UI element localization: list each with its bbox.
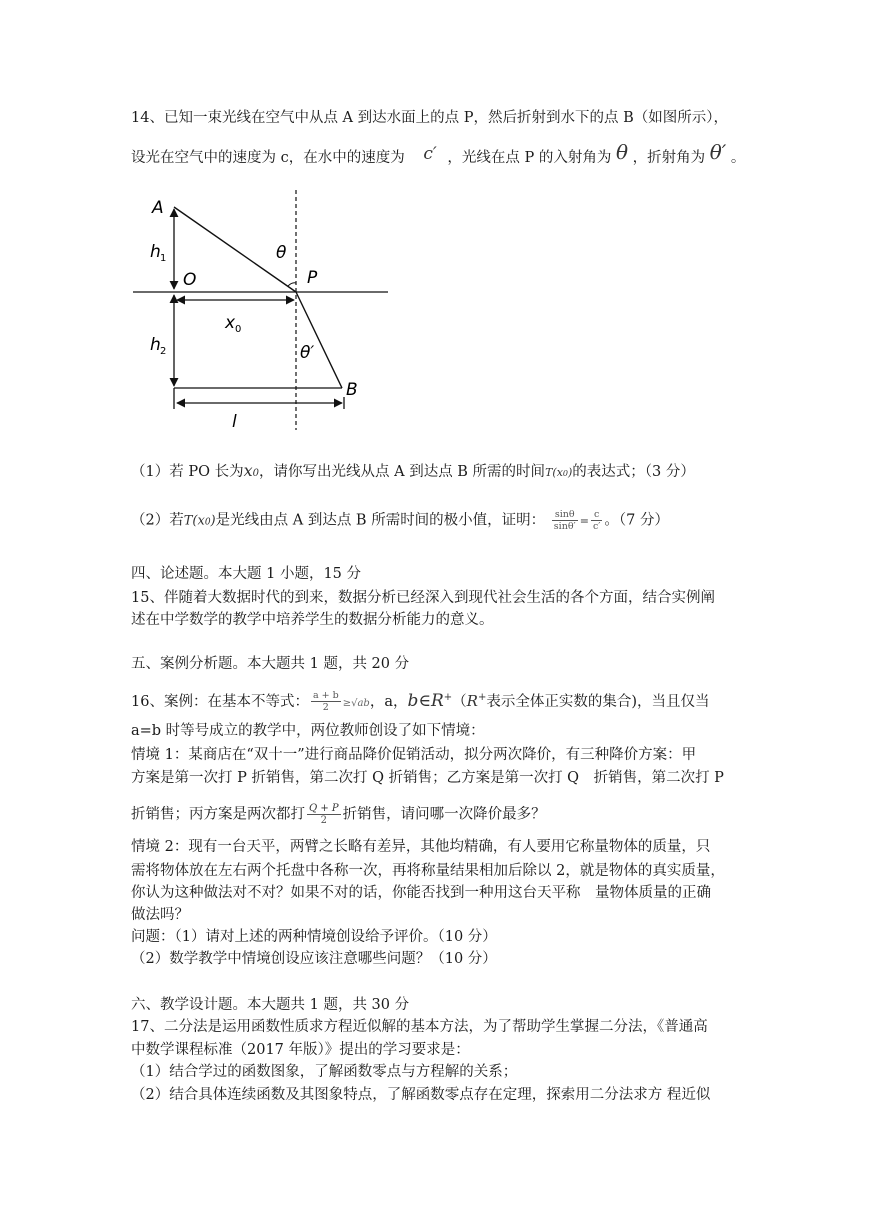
q16-text-d: 表示全体正实数的集合)，当且仅当 [486,693,710,710]
q16-line-9: 做法吗？ [131,907,189,923]
equals-sign: = [579,514,589,528]
sin-ratio-denominator: sinθ′ [553,521,576,532]
x0-subscript: 0 [252,468,259,479]
sin-ratio-fraction [552,509,578,532]
q17-line-1: 17、二分法是运用函数性质求方程近似解的基本方法，为了帮助学生掌握二分法，《普通高 [131,1019,708,1035]
discount-numerator: Q + P [309,803,339,814]
discount-denominator: 2 [320,815,328,826]
section-5-title: 五、案例分析题。本大题共 1 题，共 20 分 [131,656,410,672]
q16-line-8: 你认为这种做法对不对？如果不对的话，你能否找到一种用这台天平称 量物体质量的正确 [131,885,711,901]
refraction-figure [130,190,395,435]
discount-fraction [307,803,341,826]
q14-line-2-text-d: 。 [730,150,746,166]
speed-ratio-denominator: c′ [592,521,601,532]
q16-line-7: 需将物体放在左右两个托盘中各称一次，再将称量结果相加后除以 2，就是物体的真实质量， [131,863,725,879]
label-theta: θ [276,243,287,263]
label-h1: h [150,242,161,262]
R-symbol: R [466,691,478,710]
sub2-text-c: 。（7 分） [604,512,670,529]
q14-line-2-text-b: ，光线在点 P 的入射角为 [447,150,612,166]
label-h1-sub: 1 [160,253,167,264]
x0-symbol: x [243,461,253,480]
label-O: O [183,270,197,290]
q16-question-2: （2）数学教学中情境创设应该注意哪些问题？（10 分） [131,951,497,967]
label-A: A [152,198,164,218]
inequality-rest: ≥√ab [342,697,370,709]
sub1-text-c: 的表达式；（3 分） [572,464,695,480]
section-6-title: 六、教学设计题。本大题共 1 题，共 30 分 [131,997,410,1013]
label-P: P [307,268,318,288]
q15-line-2: 述在中学数学的教学中培养学生的数据分析能力的意义。 [131,612,494,628]
T-symbol: T(x [545,466,563,479]
sub2-text-b: 是光线由点 A 到达点 B 所需时间的极小值，证明： [215,512,546,529]
angle-arc [288,283,296,286]
label-theta-prime: θ′ [300,343,315,363]
sin-ratio-numerator: sinθ [552,509,578,521]
q14-line-1: 14、已知一束光线在空气中从点 A 到达水面上的点 P，然后折射到水下的点 B（如图所示）， [131,110,729,126]
q16-line-1 [131,689,710,713]
sub1-text-b: ，请你写出光线从点 A 到达点 B 所需的时间 [259,464,546,480]
c-prime-symbol: c′ [423,144,437,164]
section-4-title: 四、论述题。本大题 1 小题，15 分 [131,566,362,582]
R-plus: + [477,692,487,703]
b-in-R: b∈R [407,690,444,711]
label-x0: x [225,313,236,333]
T-subscript-2: 0 [204,517,211,528]
inequality-denominator: 2 [322,702,329,714]
q16-question-1: 问题：（1）请对上述的两种情境创设给予评价。（10 分） [131,929,497,945]
T-symbol-2: T(x [183,513,205,529]
inequality-numerator: a + b [312,690,339,702]
q16-text-b: ，a， [369,693,408,710]
q17-line-3: （1）结合学过的函数图象，了解函数零点与方程解的关系； [131,1064,518,1080]
theta-symbol: θ [615,140,628,164]
label-B: B [346,380,358,400]
T-close-2: ) [210,513,216,529]
speed-ratio-fraction [591,509,602,532]
T-close: ) [568,466,573,479]
q14-line-2-text-c: ，折射角为 [632,150,706,166]
q14-line-2 [131,140,746,167]
refracted-ray [296,292,342,388]
sub1-text-a: （1）若 PO 长为 [131,464,244,480]
q16-line-5 [131,803,546,826]
q16-text-a: 16、案例：在基本不等式： [131,693,309,710]
sub-question-1 [131,462,695,483]
q17-line-2: 中数学课程标准（2017 年版）》提出的学习要求是： [131,1042,470,1058]
inequality-fraction [311,690,341,713]
b-in-R-plus: + [443,692,453,703]
sub-question-2 [131,509,669,532]
label-l: l [232,412,237,432]
q16-line-3: 情境 1：某商店在“双十一”进行商品降价促销活动，拟分两次降价，有三种降价方案：甲 [131,747,697,763]
label-h2-sub: 2 [160,346,167,357]
speed-ratio-numerator: c [591,509,602,521]
q16-line-5-text-a: 折销售；丙方案是两次都打 [131,806,305,823]
theta-prime-symbol: θ′ [709,140,727,164]
label-x0-sub: 0 [235,324,242,335]
T-subscript: 0 [562,469,568,478]
q17-line-4: （2）结合具体连续函数及其图象特点，了解函数零点存在定理，探索用二分法求方 程近似 [131,1087,711,1103]
q14-line-2-text-a: 设光在空气中的速度为 c，在水中的速度为 [131,150,405,166]
q16-line-4: 方案是第一次打 P 折销售，第二次打 Q 折销售；乙方案是第一次打 Q 折销售，第二次打 P [131,770,724,786]
q16-line-2: a=b 时等号成立的教学中，两位教师创设了如下情境： [131,723,485,739]
q16-line-6: 情境 2：现有一台天平，两臂之长略有差异，其他均精确，有人要用它称量物体的质量，只 [131,839,711,855]
q16-text-c: （ [452,693,467,710]
label-h2: h [150,335,161,355]
sub2-text-a: （2）若 [131,512,184,529]
q16-line-5-text-b: 折销售，请问哪一次降价最多？ [342,806,546,823]
q15-line-1: 15、伴随着大数据时代的到来，数据分析已经深入到现代社会生活的各个方面，结合实例阐 [131,590,715,606]
